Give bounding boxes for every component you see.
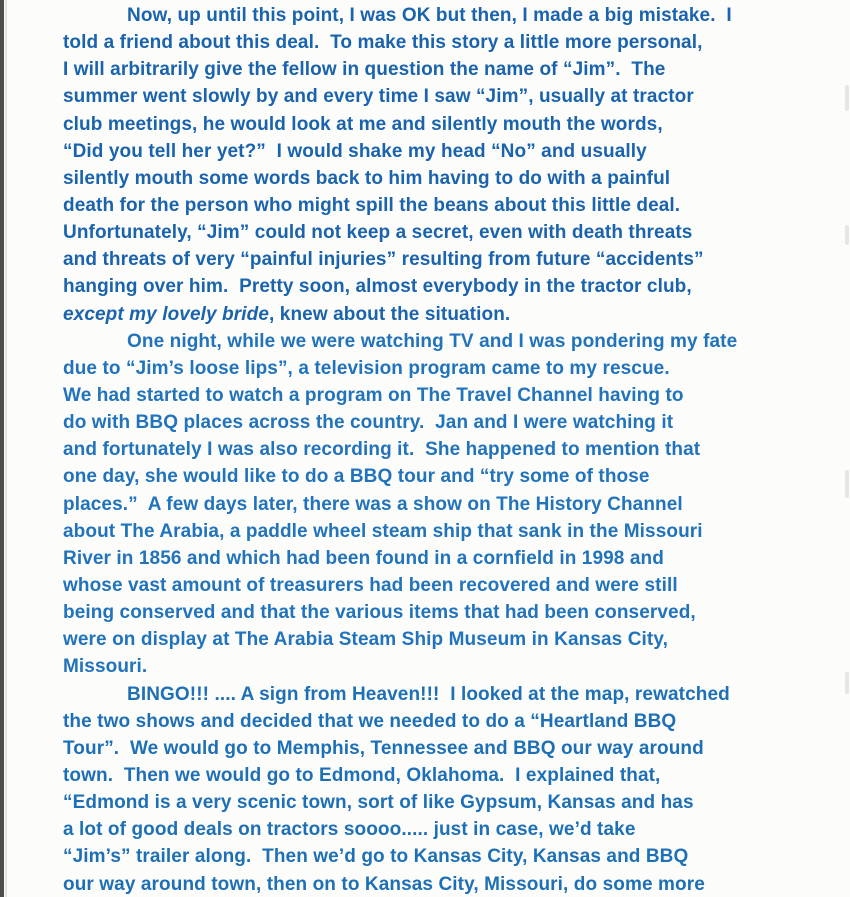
text-line <box>63 789 823 816</box>
text-line <box>63 138 823 165</box>
text-segment: “Jim’s” trailer along. Then we’d go to Kansas City, Kansas and BBQ <box>63 846 689 868</box>
text-segment: whose vast amount of treasurers had been recovered and were still <box>63 574 678 596</box>
text-segment: due to “Jim’s loose lips”, a television program came to my rescue. <box>63 357 670 379</box>
text-line <box>63 29 823 56</box>
italic-text-segment: except my lovely bride <box>63 303 270 325</box>
text-line <box>63 463 823 490</box>
text-line <box>63 219 823 246</box>
text-segment: BINGO!!! .... A sign from Heaven!!! I looked at the map, rewatched <box>127 683 730 705</box>
text-segment: hanging over him. Pretty soon, almost everybody in the tractor club, <box>63 276 692 298</box>
text-line <box>63 871 823 897</box>
text-line <box>63 2 823 29</box>
scan-edge-artifact <box>0 0 4 897</box>
text-line <box>63 192 823 219</box>
scan-artifact <box>845 85 849 111</box>
text-line <box>63 518 823 545</box>
text-line <box>63 409 823 436</box>
text-segment: River in 1856 and which had been found in a cornfield in 1998 and <box>63 547 664 569</box>
text-line <box>63 491 823 518</box>
text-line <box>63 816 823 843</box>
text-line <box>63 56 823 83</box>
text-segment: club meetings, he would look at me and silently mouth the words, <box>63 113 663 135</box>
text-line <box>63 165 823 192</box>
text-line <box>63 273 823 300</box>
text-line <box>63 572 823 599</box>
text-segment: town. Then we would go to Edmond, Oklahoma. I explained that, <box>63 764 661 786</box>
text-segment: and threats of very “painful injuries” resulting from future “accidents” <box>63 249 704 271</box>
text-segment: death for the person who might spill the beans about this little deal. <box>63 194 681 216</box>
text-line <box>63 436 823 463</box>
document-text <box>63 2 823 897</box>
text-line <box>63 626 823 653</box>
text-segment: told a friend about this deal. To make this story a little more personal, <box>63 32 703 54</box>
text-line <box>63 382 823 409</box>
text-segment: were on display at The Arabia Steam Ship Museum in Kansas City, <box>63 629 668 651</box>
text-line <box>63 735 823 762</box>
text-segment: Now, up until this point, I was OK but then, I made a big mistake. I <box>127 5 732 26</box>
text-segment: about The Arabia, a paddle wheel steam ship that sank in the Missouri <box>63 520 703 542</box>
text-line <box>63 355 823 382</box>
scan-edge-light-line <box>5 0 7 897</box>
text-line <box>63 301 823 328</box>
text-segment: Unfortunately, “Jim” could not keep a secret, even with death threats <box>63 222 693 244</box>
text-segment: , knew about the situation. <box>269 303 511 325</box>
text-segment: the two shows and decided that we needed to do a “Heartland BBQ <box>63 710 677 732</box>
text-line <box>63 111 823 138</box>
text-segment: summer went slowly by and every time I saw “Jim”, usually at tractor <box>63 86 694 108</box>
text-segment: and fortunately I was also recording it. She happened to mention that <box>63 439 701 461</box>
scan-artifact <box>845 672 849 694</box>
text-line <box>63 246 823 273</box>
text-segment: do with BBQ places across the country. Jan and I were watching it <box>63 412 674 434</box>
text-segment: We had started to watch a program on The Travel Channel having to <box>63 384 684 406</box>
text-segment: Missouri. <box>63 656 148 678</box>
text-segment: I will arbitrarily give the fellow in question the name of “Jim”. The <box>63 59 666 81</box>
text-segment: “Did you tell her yet?” I would shake my head “No” and usually <box>63 140 647 162</box>
scan-artifact <box>845 470 849 498</box>
text-line <box>63 328 823 355</box>
text-line <box>63 545 823 572</box>
text-segment: Tour”. We would go to Memphis, Tennessee and BBQ our way around <box>63 737 704 759</box>
text-line <box>63 843 823 870</box>
text-line <box>63 653 823 680</box>
text-line <box>63 599 823 626</box>
text-segment: being conserved and that the various items that had been conserved, <box>63 602 696 624</box>
scan-artifact <box>845 225 849 245</box>
text-segment: silently mouth some words back to him having to do with a painful <box>63 167 671 189</box>
text-line <box>63 762 823 789</box>
text-line <box>63 83 823 110</box>
text-segment: one day, she would like to do a BBQ tour and “try some of those <box>63 466 650 488</box>
text-segment: places.” A few days later, there was a show on The History Channel <box>63 493 683 515</box>
text-segment: “Edmond is a very scenic town, sort of like Gypsum, Kansas and has <box>63 792 694 814</box>
text-segment: One night, while we were watching TV and I was pondering my fate <box>127 330 738 352</box>
text-segment: our way around town, then on to Kansas City, Missouri, do some more <box>63 873 705 895</box>
text-line <box>63 708 823 735</box>
text-segment: a lot of good deals on tractors soooo..... just in case, we’d take <box>63 819 636 841</box>
text-line <box>63 681 823 708</box>
